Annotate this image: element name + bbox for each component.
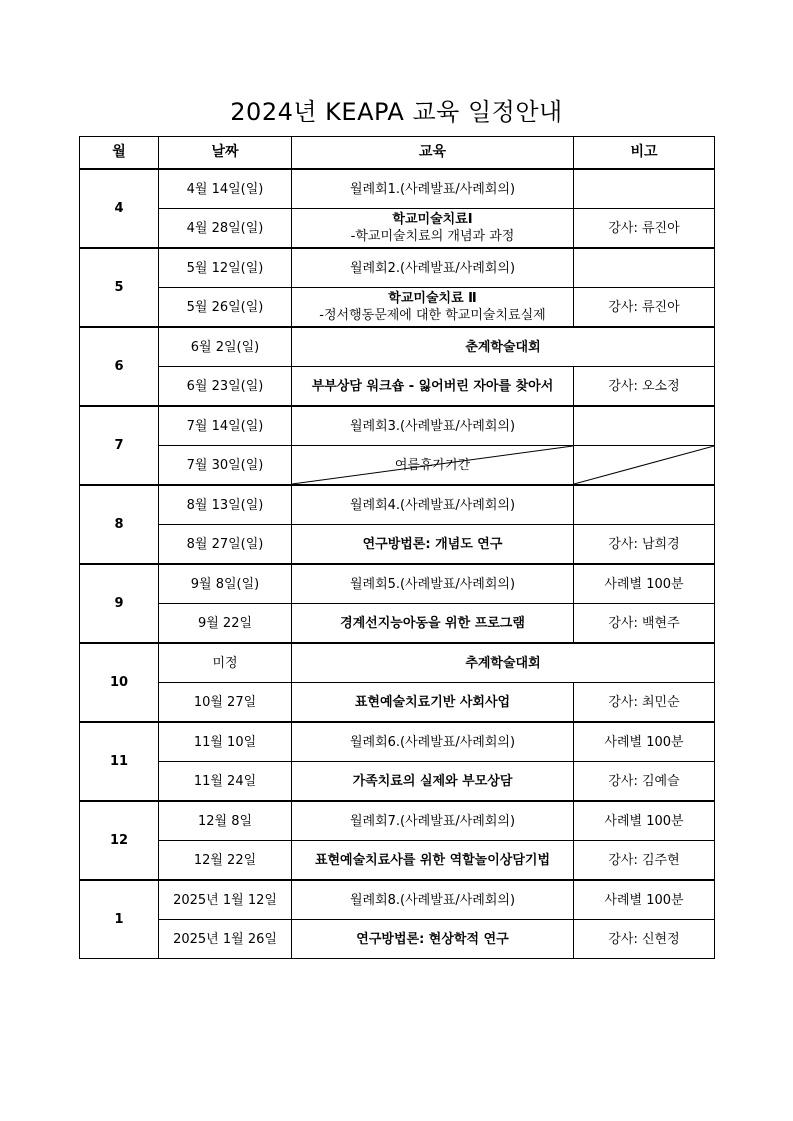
date-cell: 2025년 1월 12일: [159, 880, 292, 920]
education-cell: 연구방법론: 개념도 연구: [292, 525, 574, 565]
date-cell: 12월 8일: [159, 801, 292, 841]
date-cell: 4월 14일(일): [159, 169, 292, 209]
date-cell: 8월 13일(일): [159, 485, 292, 525]
table-row: [80, 169, 715, 209]
education-cell: 월례회6.(사례발표/사례회의): [292, 722, 574, 762]
education-cell: 월례회2.(사례발표/사례회의): [292, 248, 574, 288]
education-cell: 월례회7.(사례발표/사례회의): [292, 801, 574, 841]
note-cell: [574, 248, 715, 288]
education-cell: [292, 288, 574, 328]
month-cell: 7: [80, 406, 159, 485]
note-cell: [574, 485, 715, 525]
date-cell: 6월 2일(일): [159, 327, 292, 367]
date-cell: 9월 8일(일): [159, 564, 292, 604]
date-cell: 2025년 1월 26일: [159, 920, 292, 959]
table-row: [80, 801, 715, 841]
table-row: [80, 367, 715, 407]
table-row: [80, 288, 715, 328]
month-cell: 1: [80, 880, 159, 959]
month-cell: 4: [80, 169, 159, 248]
table-row: [80, 643, 715, 683]
table-row: [80, 762, 715, 802]
date-cell: 5월 12일(일): [159, 248, 292, 288]
month-cell: 9: [80, 564, 159, 643]
education-cell: 가족치료의 실제와 부모상담: [292, 762, 574, 802]
date-cell: 6월 23일(일): [159, 367, 292, 407]
education-cell: 월례회1.(사례발표/사례회의): [292, 169, 574, 209]
vacation-label: 여름휴가기간: [394, 457, 471, 473]
note-cell: 강사: 최민순: [574, 683, 715, 723]
note-cell: 강사: 류진아: [574, 288, 715, 328]
date-cell: 11월 24일: [159, 762, 292, 802]
table-row: [80, 722, 715, 762]
month-cell: 11: [80, 722, 159, 801]
date-cell: 11월 10일: [159, 722, 292, 762]
education-title: 학교미술치료Ⅰ: [392, 212, 473, 227]
diagonal-strike-line: [574, 446, 714, 484]
page-title: 2024년 KEAPA 교육 일정안내: [230, 98, 563, 126]
table-row: [80, 604, 715, 644]
date-cell: 12월 22일: [159, 841, 292, 881]
note-cell: [574, 169, 715, 209]
education-cell: 표현예술치료기반 사회사업: [292, 683, 574, 723]
schedule-table: [79, 136, 715, 959]
date-cell: 7월 30일(일): [159, 446, 292, 486]
education-cell: 춘계학술대회: [292, 327, 715, 367]
note-cell: 강사: 남희경: [574, 525, 715, 565]
education-cell: 추계학술대회: [292, 643, 715, 683]
note-cell: [574, 406, 715, 446]
note-cell: 강사: 김주현: [574, 841, 715, 881]
note-cell: 사례별 100분: [574, 564, 715, 604]
table-row: [80, 564, 715, 604]
education-subtitle: -정서행동문제에 대한 학교미술치료실제: [319, 308, 546, 323]
month-cell: 12: [80, 801, 159, 880]
month-cell: 5: [80, 248, 159, 327]
note-cell: 사례별 100분: [574, 801, 715, 841]
table-row: [80, 209, 715, 249]
table-row: [80, 248, 715, 288]
education-cell: 연구방법론: 현상학적 연구: [292, 920, 574, 959]
date-cell: 5월 26일(일): [159, 288, 292, 328]
education-cell-struck: [292, 446, 574, 486]
note-cell: 강사: 신현정: [574, 920, 715, 959]
note-cell: 사례별 100분: [574, 722, 715, 762]
note-cell-struck: [574, 446, 715, 486]
education-cell: 경계선지능아동을 위한 프로그램: [292, 604, 574, 644]
table-row: [80, 327, 715, 367]
table-row: [80, 406, 715, 446]
education-cell: 월례회3.(사례발표/사례회의): [292, 406, 574, 446]
header-note: 비고: [574, 137, 715, 170]
date-cell: 8월 27일(일): [159, 525, 292, 565]
date-cell: 7월 14일(일): [159, 406, 292, 446]
education-cell: 월례회5.(사례발표/사례회의): [292, 564, 574, 604]
table-row: [80, 880, 715, 920]
education-cell: [292, 209, 574, 249]
note-cell: 사례별 100분: [574, 880, 715, 920]
note-cell: 강사: 류진아: [574, 209, 715, 249]
table-row: [80, 920, 715, 959]
note-cell: 강사: 백현주: [574, 604, 715, 644]
table-row: [80, 841, 715, 881]
education-cell: 표현예술치료사를 위한 역할놀이상담기법: [292, 841, 574, 881]
header-date: 날짜: [159, 137, 292, 170]
month-cell: 10: [80, 643, 159, 722]
education-cell: 부부상담 워크숍 - 잃어버린 자아를 찾아서: [292, 367, 574, 407]
date-cell: 미정: [159, 643, 292, 683]
table-row: [80, 485, 715, 525]
header-row: [80, 137, 715, 170]
header-month: 월: [80, 137, 159, 170]
table-row: [80, 683, 715, 723]
date-cell: 9월 22일: [159, 604, 292, 644]
date-cell: 4월 28일(일): [159, 209, 292, 249]
education-title: 학교미술치료 Ⅱ: [388, 291, 477, 306]
education-cell: 월례회4.(사례발표/사례회의): [292, 485, 574, 525]
header-education: 교육: [292, 137, 574, 170]
table-row: [80, 446, 715, 486]
education-subtitle: -학교미술치료의 개념과 과정: [350, 229, 515, 244]
month-cell: 6: [80, 327, 159, 406]
education-cell: 월례회8.(사례발표/사례회의): [292, 880, 574, 920]
note-cell: 강사: 오소정: [574, 367, 715, 407]
date-cell: 10월 27일: [159, 683, 292, 723]
note-cell: 강사: 김예슬: [574, 762, 715, 802]
month-cell: 8: [80, 485, 159, 564]
table-row: [80, 525, 715, 565]
